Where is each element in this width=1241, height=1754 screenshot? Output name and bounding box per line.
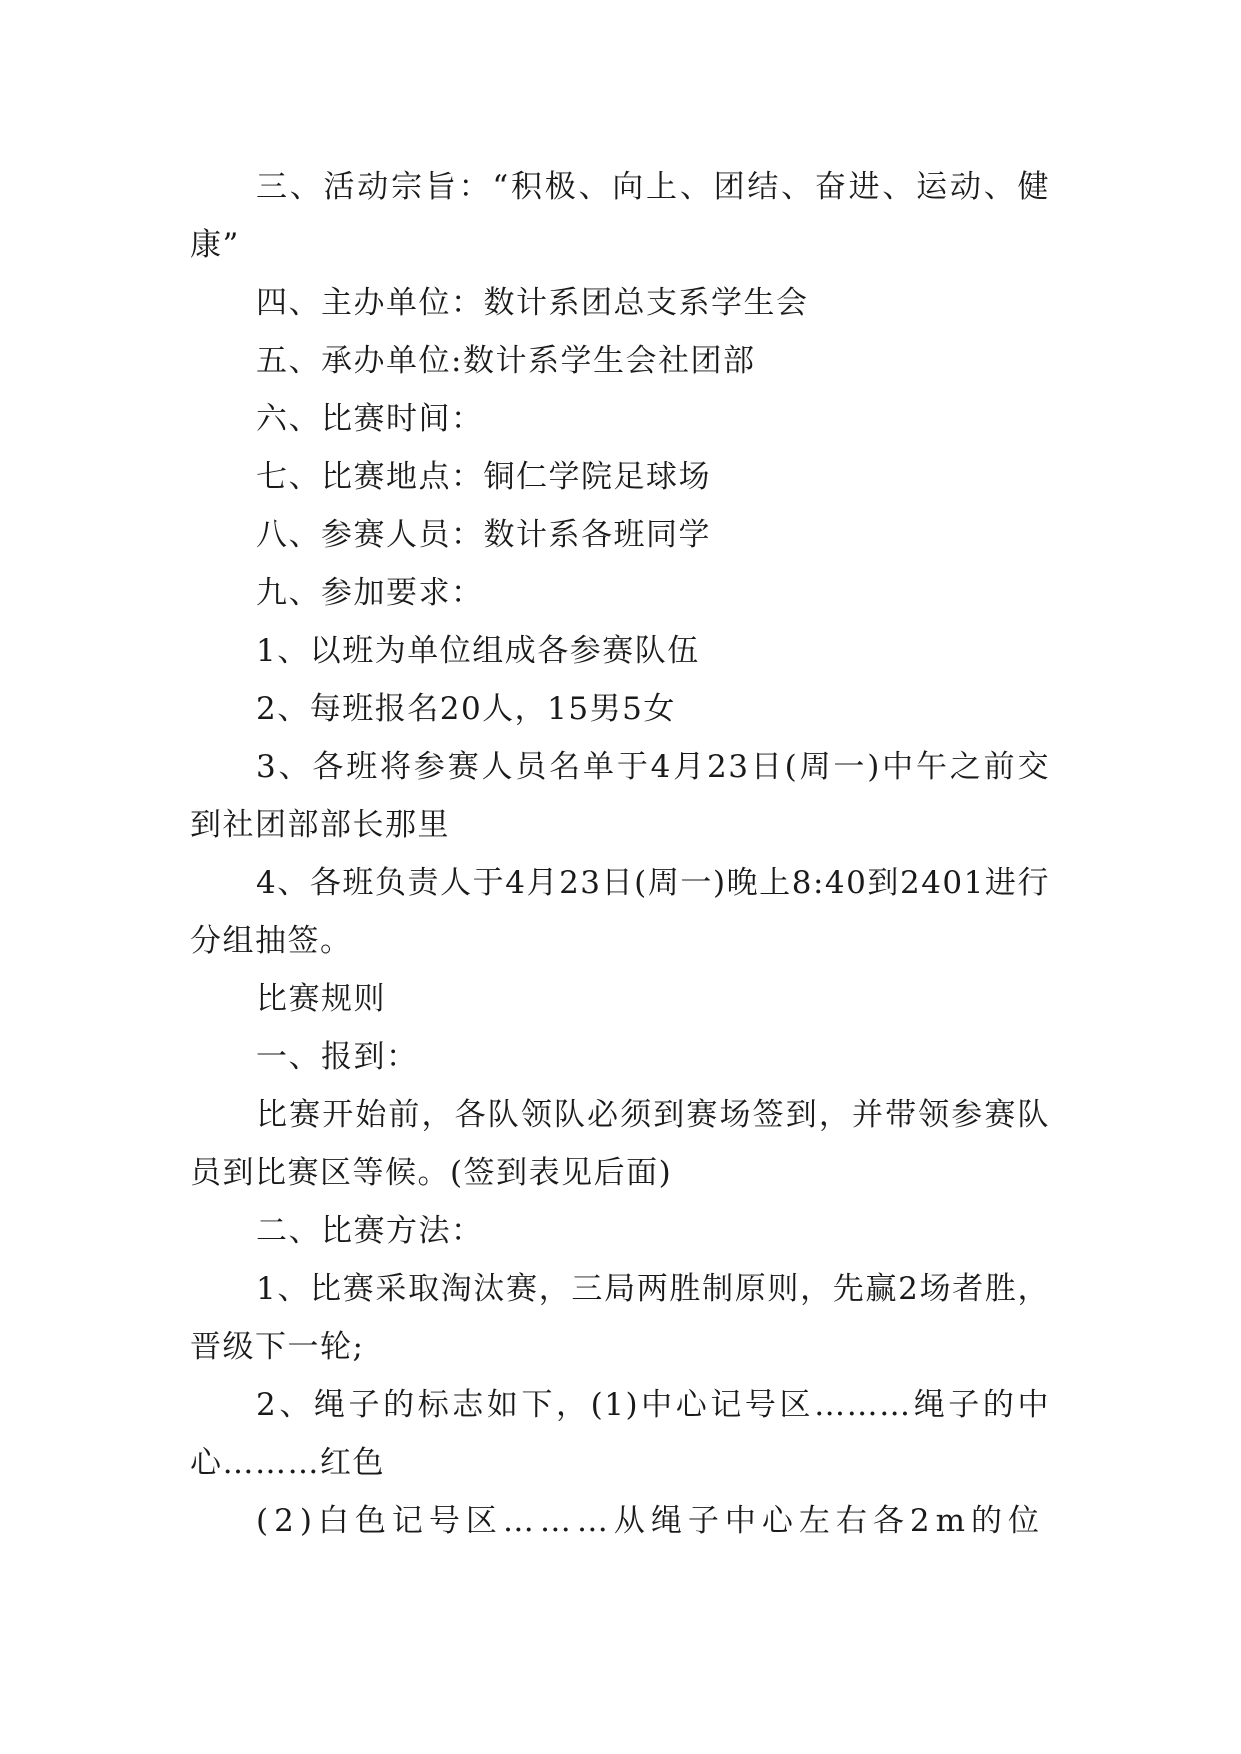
paragraph-method-2-white-zone: (2)白色记号区………从绳子中心左右各2m的位: [256, 1503, 1046, 1539]
paragraph-checkin-text: 比赛开始前，各队领队必须到赛场签到，并带领参赛队员到比赛区等候。(签到表见后面): [190, 1097, 1050, 1191]
paragraph-match-venue: 七、比赛地点：铜仁学院足球场: [256, 459, 711, 495]
paragraph-match-time: 六、比赛时间：: [256, 401, 484, 437]
paragraph-participants: 八、参赛人员：数计系各班同学: [256, 517, 711, 553]
paragraph-method-1: 1、比赛采取淘汰赛，三局两胜制原则，先赢2场者胜，晋级下一轮;: [190, 1271, 1050, 1365]
paragraph-requirement-1: 1、以班为单位组成各参赛队伍: [256, 633, 700, 669]
paragraph-checkin-heading: 一、报到：: [256, 1039, 419, 1075]
paragraph-activity-purpose: 三、活动宗旨：“积极、向上、团结、奋进、运动、健康”: [190, 169, 1050, 263]
paragraph-method-2: 2、绳子的标志如下，(1)中心记号区………绳子的中心………红色: [190, 1387, 1050, 1481]
paragraph-requirement-3: 3、各班将参赛人员名单于4月23日(周一)中午之前交到社团部部长那里: [190, 749, 1050, 843]
paragraph-method-heading: 二、比赛方法：: [256, 1213, 484, 1249]
paragraph-host: 五、承办单位:数计系学生会社团部: [256, 343, 756, 379]
paragraph-requirements-heading: 九、参加要求：: [256, 575, 484, 611]
paragraph-rules-heading: 比赛规则: [256, 981, 386, 1017]
paragraph-requirement-4: 4、各班负责人于4月23日(周一)晚上8:40到2401进行分组抽签。: [190, 865, 1050, 959]
paragraph-requirement-2: 2、每班报名20人，15男5女: [256, 691, 676, 727]
paragraph-organizer: 四、主办单位：数计系团总支系学生会: [256, 285, 809, 321]
document-body: [190, 158, 1050, 1550]
